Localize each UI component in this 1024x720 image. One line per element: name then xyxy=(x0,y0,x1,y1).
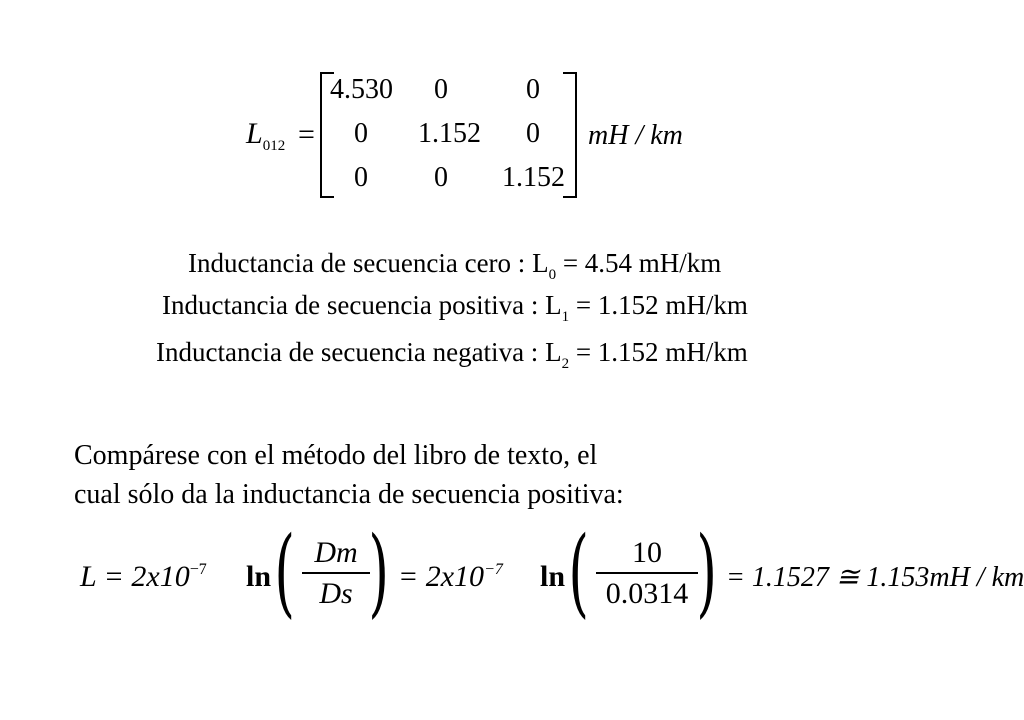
formula-fraction-1 xyxy=(302,536,370,611)
textbook-formula xyxy=(80,516,1024,630)
fraction-1-bar xyxy=(302,572,370,574)
matrix-cell: 0 xyxy=(354,118,368,149)
formula-ln-1: ln xyxy=(246,560,272,593)
zero-sequence-equals: = xyxy=(562,248,579,278)
formula-exponent-2: −7 xyxy=(484,561,503,578)
formula-paren-open-1: ( xyxy=(274,516,296,628)
matrix-lhs: $L_{012}$ xyxy=(246,117,286,154)
positive-sequence-value: 1.152 mH/km xyxy=(597,290,748,320)
formula-paren-close-2: ) xyxy=(696,516,718,628)
fraction-2-numerator: 10 xyxy=(632,536,662,569)
formula-ln-2: ln xyxy=(540,560,566,593)
zero-sequence-symbol: L xyxy=(532,248,549,278)
negative-sequence-line xyxy=(156,337,748,372)
matrix-cell: 0 xyxy=(526,118,540,149)
positive-sequence-line xyxy=(162,290,748,325)
inductance-matrix-equation xyxy=(246,68,696,198)
positive-sequence-equals: = xyxy=(575,290,592,320)
positive-sequence-symbol: L xyxy=(545,290,562,320)
fraction-2-bar xyxy=(596,572,698,574)
matrix-lhs-subscript: 012 xyxy=(262,138,286,154)
comparison-paragraph xyxy=(74,436,794,514)
matrix-right-bracket xyxy=(563,72,577,198)
positive-sequence-label: Inductancia de secuencia positiva : xyxy=(162,290,539,320)
formula-fraction-2 xyxy=(596,536,698,611)
zero-sequence-subscript: 0 xyxy=(548,267,557,283)
matrix-cell: 0 xyxy=(526,74,540,105)
formula-mid: = $2x10^{-7}$ xyxy=(398,560,503,593)
negative-sequence-subscript: 2 xyxy=(561,356,570,372)
paragraph-line-1: Compárese con el método del libro de texto, el xyxy=(74,440,598,471)
matrix-cell: 0 xyxy=(434,162,448,193)
zero-sequence-value: 4.54 mH/km xyxy=(584,248,722,278)
negative-sequence-label: Inductancia de secuencia negativa : xyxy=(156,337,539,367)
negative-sequence-value: 1.152 mH/km xyxy=(597,337,748,367)
matrix-equals: = xyxy=(298,118,315,151)
matrix-cell: 0 xyxy=(434,74,448,105)
formula-lhs: $L = 2x10^{-7}$ xyxy=(80,560,207,593)
positive-sequence-subscript: 1 xyxy=(561,309,570,325)
matrix-cell: 1.152 xyxy=(502,162,565,193)
negative-sequence-equals: = xyxy=(575,337,592,367)
matrix-cell: 0 xyxy=(354,162,368,193)
formula-paren-open-2: ( xyxy=(568,516,590,628)
zero-sequence-label: Inductancia de secuencia cero : xyxy=(188,248,526,278)
matrix-cell: 1.152 xyxy=(418,118,481,149)
negative-sequence-symbol: L xyxy=(545,337,562,367)
fraction-1-denominator: Ds xyxy=(319,576,353,610)
fraction-2-denominator: 0.0314 xyxy=(605,576,689,610)
formula-paren-close-1: ) xyxy=(368,516,390,628)
matrix-cell: 4.530 xyxy=(330,74,393,105)
fraction-1-numerator: Dm xyxy=(314,536,358,569)
paragraph-line-2: cual sólo da la inductancia de secuencia positiva: xyxy=(74,479,624,510)
formula-exponent-1: −7 xyxy=(189,561,207,578)
zero-sequence-line xyxy=(188,248,722,283)
matrix-unit: mH / km xyxy=(588,120,683,151)
formula-result: = 1.1527 ≅ 1.153mH / km xyxy=(726,562,1024,593)
